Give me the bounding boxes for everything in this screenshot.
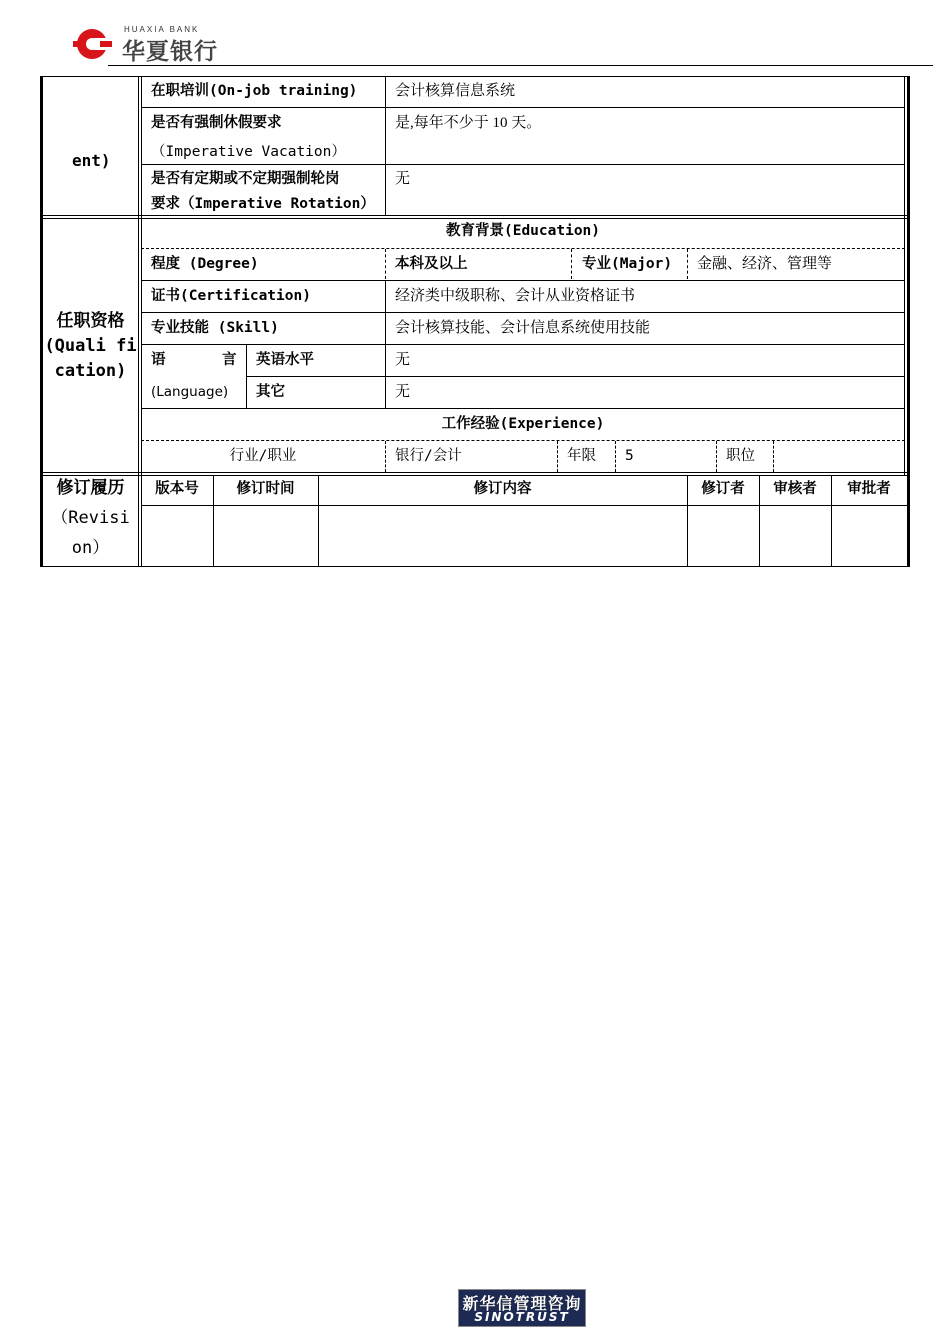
table-top-border [40, 76, 910, 77]
education-title-divider [141, 248, 905, 249]
rotation-label-en: 要求（Imperative Rotation） [151, 196, 375, 212]
sinotrust-logo-en: SINOTRUST [474, 1310, 570, 1324]
degree-label: 程度 (Degree) [151, 256, 259, 272]
sinotrust-logo-cn: 新华信管理咨询 [462, 1294, 582, 1313]
vacation-value: 是,每年不少于 10 天。 [395, 115, 542, 131]
rotation-label: 是否有定期或不定期强制轮岗 [151, 171, 340, 187]
section-side-label: ent) [72, 151, 111, 170]
column-divider [385, 76, 386, 216]
major-label: 专业(Major) [582, 256, 673, 272]
industry-label: 行业/职业 [229, 448, 297, 464]
section-separator [40, 218, 910, 219]
major-value: 金融、经济、管理等 [697, 256, 833, 272]
qualification-side-label-en: cation) [54, 361, 127, 381]
column-header-reviewer: 审核者 [773, 481, 817, 497]
language-label-en: (Language) [151, 384, 229, 400]
column-header-revision-date: 修订时间 [236, 481, 295, 497]
column-header-revision-content: 修订内容 [473, 481, 532, 497]
section-separator [40, 475, 910, 476]
years-value: 5 [625, 448, 634, 464]
brand-name-chinese: 华夏银行 [122, 39, 218, 65]
revision-header-divider [141, 505, 908, 506]
rotation-value: 无 [395, 171, 411, 187]
row-divider [141, 280, 905, 281]
brand-name-english: HUAXIA BANK [124, 25, 200, 34]
certification-value: 经济类中级职称、会计从业资格证书 [395, 288, 636, 304]
table-right-border [907, 76, 910, 567]
certification-label: 证书(Certification) [151, 288, 311, 304]
row-divider [141, 344, 905, 345]
sinotrust-logo [458, 1289, 586, 1327]
table-bottom-border [40, 566, 910, 567]
column-header-version: 版本号 [155, 481, 199, 497]
english-level-value: 无 [395, 352, 411, 368]
column-divider [557, 441, 558, 472]
row-divider [141, 408, 905, 409]
column-divider [615, 441, 616, 472]
vacation-label: 是否有强制休假要求 [151, 115, 282, 131]
row-divider [141, 107, 905, 108]
column-divider [385, 249, 386, 279]
training-value: 会计核算信息系统 [395, 83, 516, 99]
huaxia-bank-logo-icon [70, 26, 112, 62]
row-divider [141, 164, 905, 165]
revision-side-label: 修订履历 [56, 478, 125, 498]
row-divider [141, 312, 905, 313]
revision-side-label-en: （Revisi [51, 508, 130, 528]
column-header-approver: 审批者 [847, 481, 891, 497]
column-divider [571, 249, 572, 279]
degree-value: 本科及以上 [395, 256, 468, 272]
qualification-side-label: 任职资格 [56, 311, 125, 331]
experience-title: 工作经验(Experience) [441, 416, 605, 432]
vacation-label-en: （Imperative Vacation） [151, 144, 346, 160]
other-language-value: 无 [395, 384, 411, 400]
skill-value: 会计核算技能、会计信息系统使用技能 [395, 320, 651, 336]
industry-value: 银行/会计 [395, 448, 462, 464]
row-divider [246, 376, 905, 377]
qualification-side-label-en: (Quali fi [44, 336, 137, 356]
position-label: 职位 [726, 448, 755, 464]
training-label: 在职培训(On-job training) [151, 83, 358, 99]
years-label: 年限 [567, 448, 596, 464]
language-label: 语 [151, 352, 166, 368]
column-header-reviser: 修订者 [701, 481, 745, 497]
header-divider [108, 65, 933, 66]
column-divider [716, 441, 717, 472]
section-separator [40, 215, 910, 216]
side-column-border [138, 76, 139, 567]
other-language-label: 其它 [256, 384, 285, 400]
column-divider [687, 249, 688, 279]
education-title: 教育背景(Education) [445, 223, 601, 239]
skill-label: 专业技能 (Skill) [151, 320, 279, 336]
column-divider [385, 441, 386, 472]
section-separator [40, 472, 910, 473]
revision-side-label-en: on） [71, 538, 110, 558]
experience-title-divider [141, 440, 905, 441]
english-level-label: 英语水平 [256, 352, 314, 368]
column-divider [773, 441, 774, 472]
language-label: 言 [222, 352, 237, 368]
